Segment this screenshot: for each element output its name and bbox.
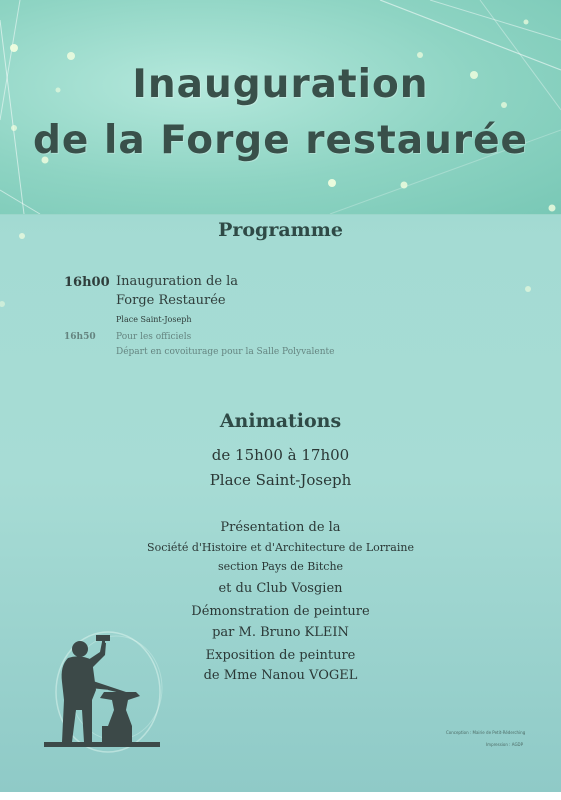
footer-credit-print: Impression : AGDP [486,742,524,747]
title-line-2: de la Forge restaurée [33,118,528,163]
animations-line: section Pays de Bitche [217,560,344,573]
animations-line: de Mme Nanou VOGEL [203,668,358,683]
programme-time: 16h00 [64,275,110,290]
animations-line: Démonstration de peinture [191,604,370,619]
programme-line1: Inauguration de la [116,274,239,289]
animations-heading: Animations [219,410,342,432]
programme-line2: Forge Restaurée [116,293,226,308]
footer-credit-conception: Conception : Mairie de Petit-Réderching [446,730,526,735]
light-streaks-decoration [0,0,561,214]
header-banner [0,0,561,215]
programme-time: 16h50 [64,332,96,342]
bottom-margin [0,792,561,800]
animations-place: Place Saint-Joseph [209,471,352,489]
programme-line1: Pour les officiels [116,332,192,342]
animations-line: Société d'Histoire et d'Architecture de Lorraine [147,541,414,554]
animations-hours: de 15h00 à 17h00 [211,446,350,464]
animations-line: par M. Bruno KLEIN [212,625,349,640]
programme-line2: Départ en covoiturage pour la Salle Polyvalente [116,347,335,357]
animations-line: Exposition de peinture [205,648,356,663]
blacksmith-silhouette-icon [36,630,171,765]
programme-heading: Programme [218,219,343,241]
programme-place: Place Saint-Joseph [116,315,192,324]
title-line-1: Inauguration [132,62,429,107]
animations-line: et du Club Vosgien [218,581,343,596]
animations-line: Présentation de la [220,520,341,535]
